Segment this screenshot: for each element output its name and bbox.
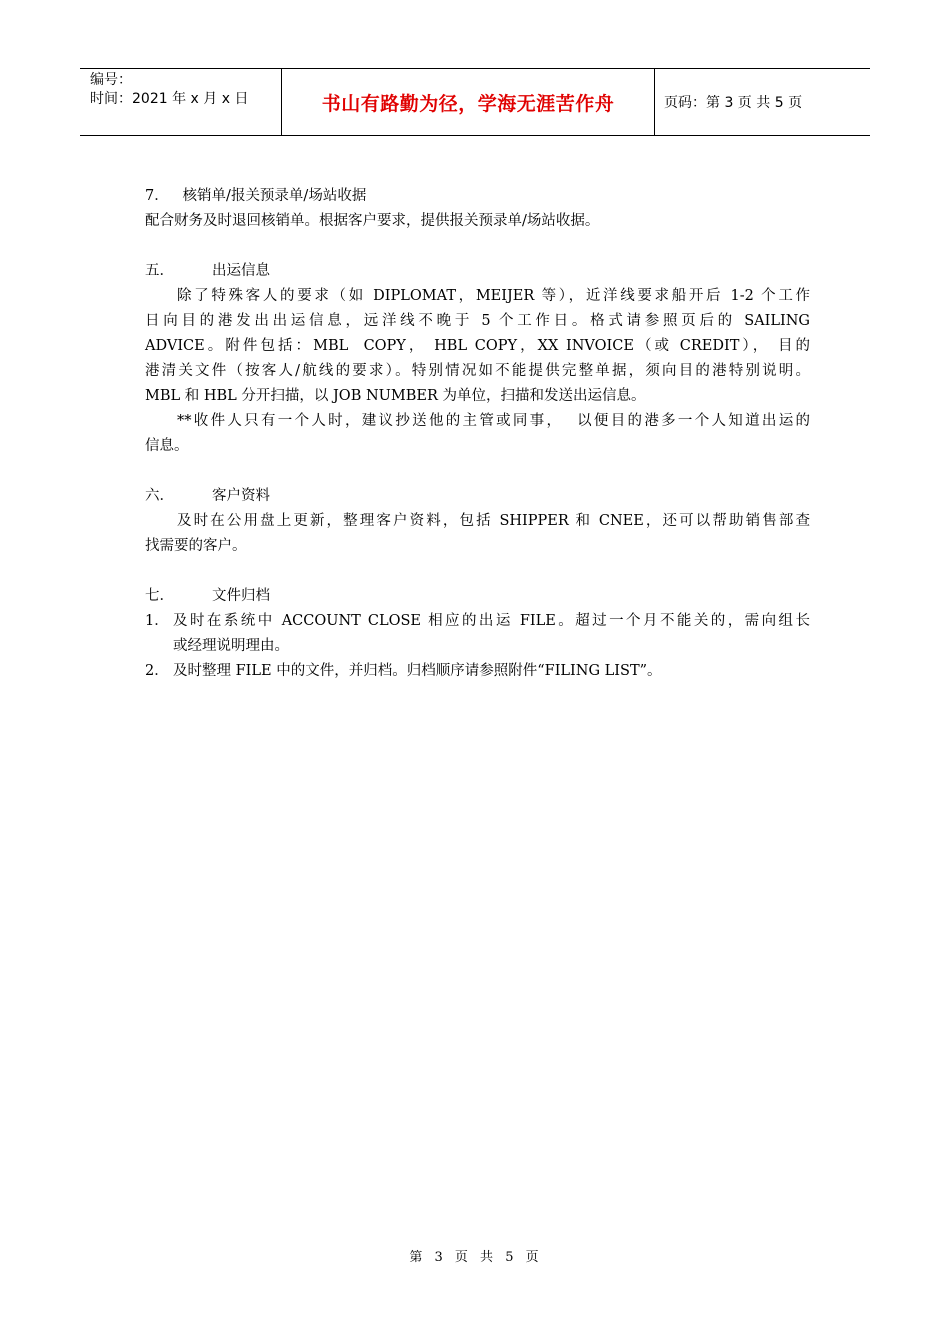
page-header	[80, 68, 870, 136]
header-page-label: 页码：第 3 页 共 5 页	[664, 95, 803, 111]
list-item-number: 1．	[145, 613, 169, 629]
section5-line: 除了特殊客人的要求（如 DIPLOMAT，MEIJER 等），近洋线要求船开后 1-2 个工作	[177, 288, 810, 304]
section5-line: MBL 和 HBL 分开扫描，以 JOB NUMBER 为单位，扫描和发送出运信息。	[145, 388, 646, 404]
header-motto-cell	[282, 69, 655, 135]
section5-note-line: **收件人只有一个人时，建议抄送他的主管或同事， 以便目的港多一个人知道出运的	[177, 413, 810, 429]
section5-heading	[145, 259, 810, 284]
header-page-cell	[655, 69, 870, 135]
section6-heading	[145, 484, 810, 509]
section6-number: 六．	[145, 488, 174, 504]
section5-note-line: 信息。	[145, 438, 189, 454]
section6-line: 及时在公用盘上更新，整理客户资料，包括 SHIPPER 和 CNEE，还可以帮助销售部查	[177, 513, 810, 529]
section5-number: 五．	[145, 263, 174, 279]
section7-number: 七．	[145, 588, 174, 604]
document-body	[145, 184, 810, 684]
list-item-text	[173, 659, 810, 684]
header-number-label: 编号：	[90, 72, 132, 88]
list-item-text	[173, 609, 810, 659]
header-info-cell	[80, 69, 282, 135]
list-item	[145, 609, 810, 659]
list-item	[145, 659, 810, 684]
list-item-line: 或经理说明理由。	[173, 638, 289, 654]
item7-title: 7． 核销单/报关预录单/场站收据	[145, 188, 367, 204]
section6-line: 找需要的客户。	[145, 538, 247, 554]
section5-line: 港清关文件（按客人/航线的要求）。特别情况如不能提供完整单据，须向目的港特别说明。	[145, 363, 810, 379]
section6-title: 客户资料	[212, 488, 270, 504]
section5-line: ADVICE。附件包括：MBL COPY， HBL COPY，XX INVOICE（或 CREDIT）， 目的	[145, 338, 810, 354]
list-item-line: 及时整理 FILE 中的文件，并归档。归档顺序请参照附件“FILING LIST”。	[173, 663, 662, 679]
spacer	[145, 234, 810, 259]
section5-title: 出运信息	[212, 263, 270, 279]
section5-line: 日向目的港发出出运信息，远洋线不晚于 5 个工作日。格式请参照页后的 SAILING	[145, 313, 810, 329]
section7-heading	[145, 584, 810, 609]
header-date-label: 时间：2021 年 x 月 x 日	[90, 91, 249, 107]
spacer	[145, 559, 810, 584]
list-item-line: 及时在系统中 ACCOUNT CLOSE 相应的出运 FILE。超过一个月不能关的，需向组长	[173, 613, 810, 629]
header-motto: 书山有路勤为径，学海无涯苦作舟	[321, 92, 615, 115]
page-footer	[0, 1246, 950, 1265]
list-item-number: 2．	[145, 663, 169, 679]
item7-body: 配合财务及时退回核销单。根据客户要求，提供报关预录单/场站收据。	[145, 213, 600, 229]
footer-page-number: 第 3 页 共 5 页	[409, 1250, 541, 1265]
section7-title: 文件归档	[212, 588, 270, 604]
spacer	[145, 459, 810, 484]
